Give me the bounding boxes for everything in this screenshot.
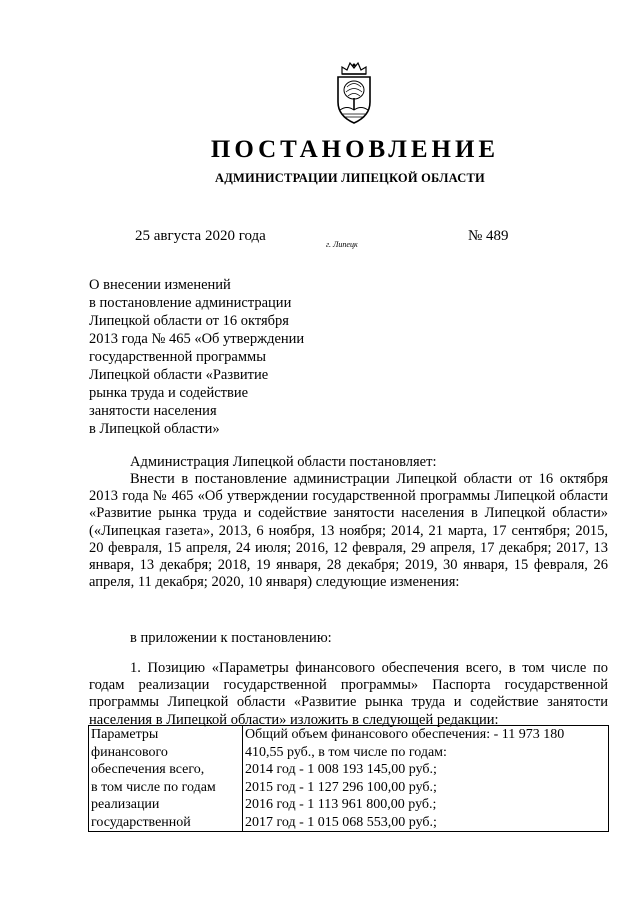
cell-line: обеспечения всего, [91,762,205,777]
coat-of-arms-icon [329,60,379,126]
table-cell-values [243,726,609,832]
cell-line: финансового [91,744,168,760]
cell-line: 2014 год - 1 008 193 145,00 руб.; [245,762,437,777]
heading-line: рынка труда и содействие [89,385,249,401]
cell-line: государственной [91,814,191,830]
paragraph-amendment: Внести в постановление администрации Липецкой области от 16 октября 2013 года № 465 «Об утверждении государственной программы Липецкой области «Развитие рынка труда и содействие занятости населения в Липецкой области» («Липецкая газета», 2013, 6 ноября, 13 ноября; 2014, 21 марта, 17 сентября; 2015, 20 февраля, 15 апреля, 24 июля; 2016, 12 февраля, 29 апреля, 17 декабря; 2017, 13 января, 13 декабря; 2018, 19 января, 28 декабря; 2019, 30 января, 15 февраля, 26 апреля, 11 декабря; 2020, 10 января) следующие изменения: [89,471,608,591]
paragraph-appendix: в приложении к постановлению: [130,630,332,646]
cell-line: в том числе по годам [91,779,216,795]
heading-line: государственной программы [89,349,266,365]
heading-line: О внесении изменений [89,277,231,293]
document-date: 25 августа 2020 года [135,228,266,244]
cell-line: 2017 год - 1 015 068 553,00 руб.; [245,814,437,830]
heading-line: 2013 года № 465 «Об утверждении [89,331,305,347]
document-heading [89,276,349,438]
cell-line: 410,55 руб., в том числе по годам: [245,744,447,760]
cell-line: реализации [91,797,160,812]
document-title: ПОСТАНОВЛЕНИЕ [210,136,500,163]
paragraph-item-1: 1. Позицию «Параметры финансового обеспечения всего, в том числе по годам реализации государственной программы» Паспорта государственной программы Липецкой области «Развитие рынка труда и содействие занятости населения в Липецкой области» изложить в следующей редакции: [89,660,608,728]
cell-line: 2015 год - 1 127 296 100,00 руб.; [245,779,437,795]
document-subtitle: АДМИНИСТРАЦИИ ЛИПЕЦКОЙ ОБЛАСТИ [215,171,485,185]
cell-line: Параметры [91,727,159,742]
heading-line: в Липецкой области» [89,421,220,437]
document-city: г. Липецк [326,240,358,249]
table-row [89,726,609,832]
heading-line: занятости населения [89,403,217,419]
cell-line: Общий объем финансового обеспечения: - 11 973 180 [245,727,565,742]
financing-table [88,725,609,832]
heading-line: Липецкой области от 16 октября [89,313,289,329]
table-cell-parameters [89,726,243,832]
document-number: № 489 [468,228,509,244]
heading-line: Липецкой области «Развитие [89,367,269,383]
cell-line: 2016 год - 1 113 961 800,00 руб.; [245,797,437,812]
paragraph-admin: Администрация Липецкой области постановляет: [130,454,437,470]
heading-line: в постановление администрации [89,295,292,311]
